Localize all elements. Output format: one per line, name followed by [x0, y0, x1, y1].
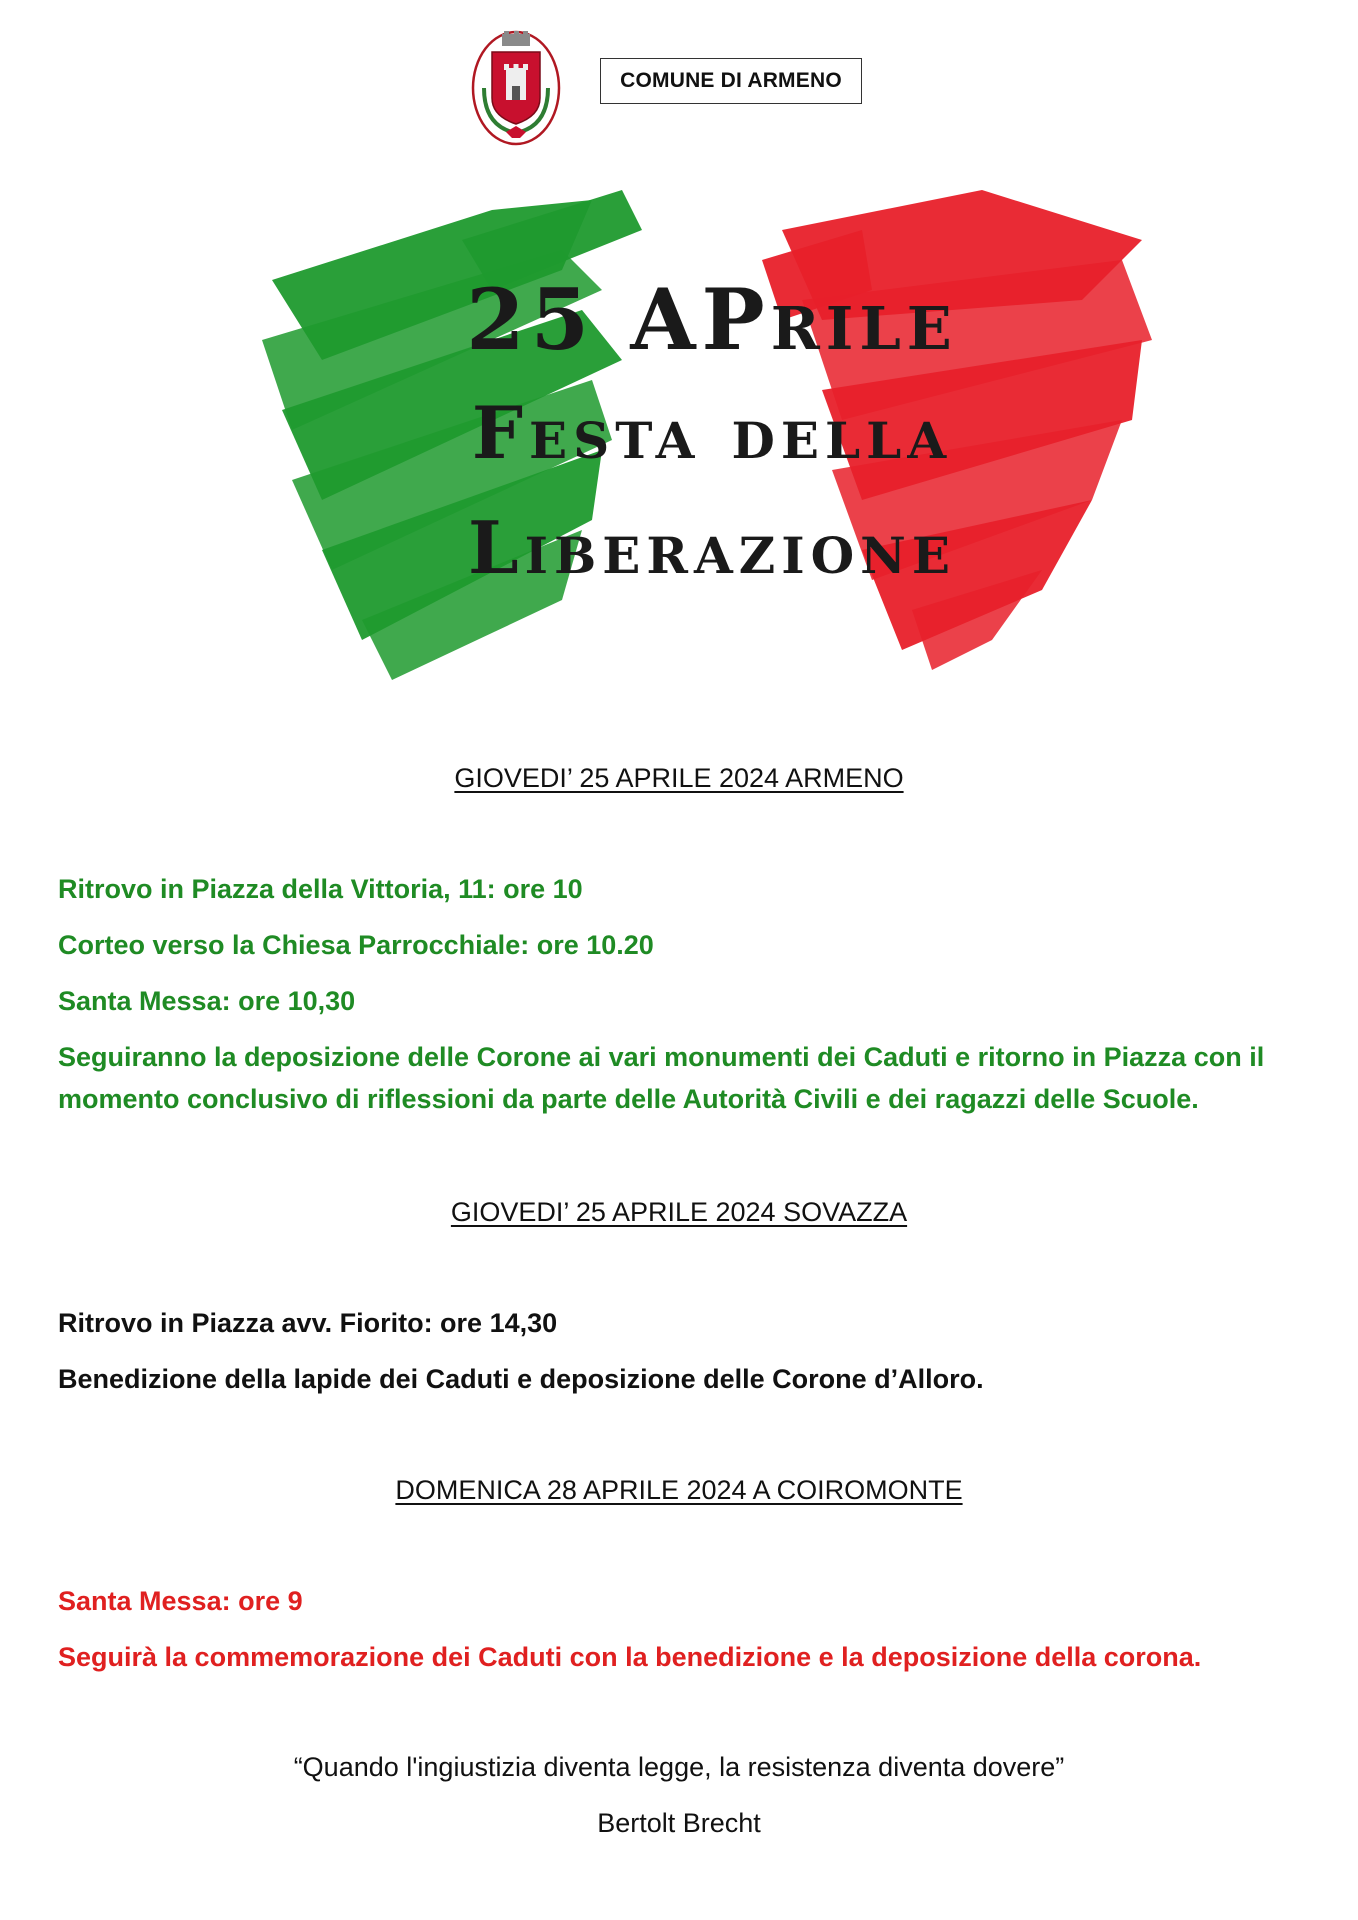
coiromonte-line-1: Santa Messa: ore 9 [58, 1586, 303, 1616]
sovazza-line-1: Ritrovo in Piazza avv. Fiorito: ore 14,30 [58, 1308, 558, 1338]
coiromonte-line-2: Seguirà la commemorazione dei Caduti con la benedizione e la deposizione della corona. [58, 1642, 1202, 1672]
liberation-day-banner [262, 170, 1162, 690]
armeno-line-1: Ritrovo in Piazza della Vittoria, 11: ore 10 [58, 874, 583, 904]
section-title-coiromonte: DOMENICA 28 APRILE 2024 A COIROMONTE [395, 1475, 963, 1505]
banner-title-line1: 25 APrile [466, 270, 958, 369]
quote-text: “Quando l'ingiustizia diventa legge, la resistenza diventa dovere” [293, 1752, 1065, 1782]
armeno-line-3: Santa Messa: ore 10,30 [58, 986, 356, 1016]
armeno-line-2: Corteo verso la Chiesa Parrocchiale: ore 10.20 [58, 930, 654, 960]
municipal-crest-icon [470, 28, 562, 146]
section-title-sovazza: GIOVEDI’ 25 APRILE 2024 SOVAZZA [450, 1197, 908, 1227]
banner-title-line3: Liberazione [468, 505, 956, 590]
quote-author: Bertolt Brecht [597, 1808, 761, 1838]
sovazza-line-2: Benedizione della lapide dei Caduti e deposizione delle Corone d’Alloro. [58, 1364, 984, 1394]
armeno-line-4: Seguiranno la deposizione delle Corone ai vari monumenti dei Caduti e ritorno in Piazza con il momento conclusivo di riflessioni da parte delle Autorità Civili e dei ragazzi delle Scuole. [58, 1042, 1265, 1114]
banner-title-line2: Festa della [471, 390, 953, 475]
section-title-armeno: GIOVEDI’ 25 APRILE 2024 ARMENO [454, 763, 904, 793]
municipality-name-box: COMUNE DI ARMENO [600, 58, 862, 104]
